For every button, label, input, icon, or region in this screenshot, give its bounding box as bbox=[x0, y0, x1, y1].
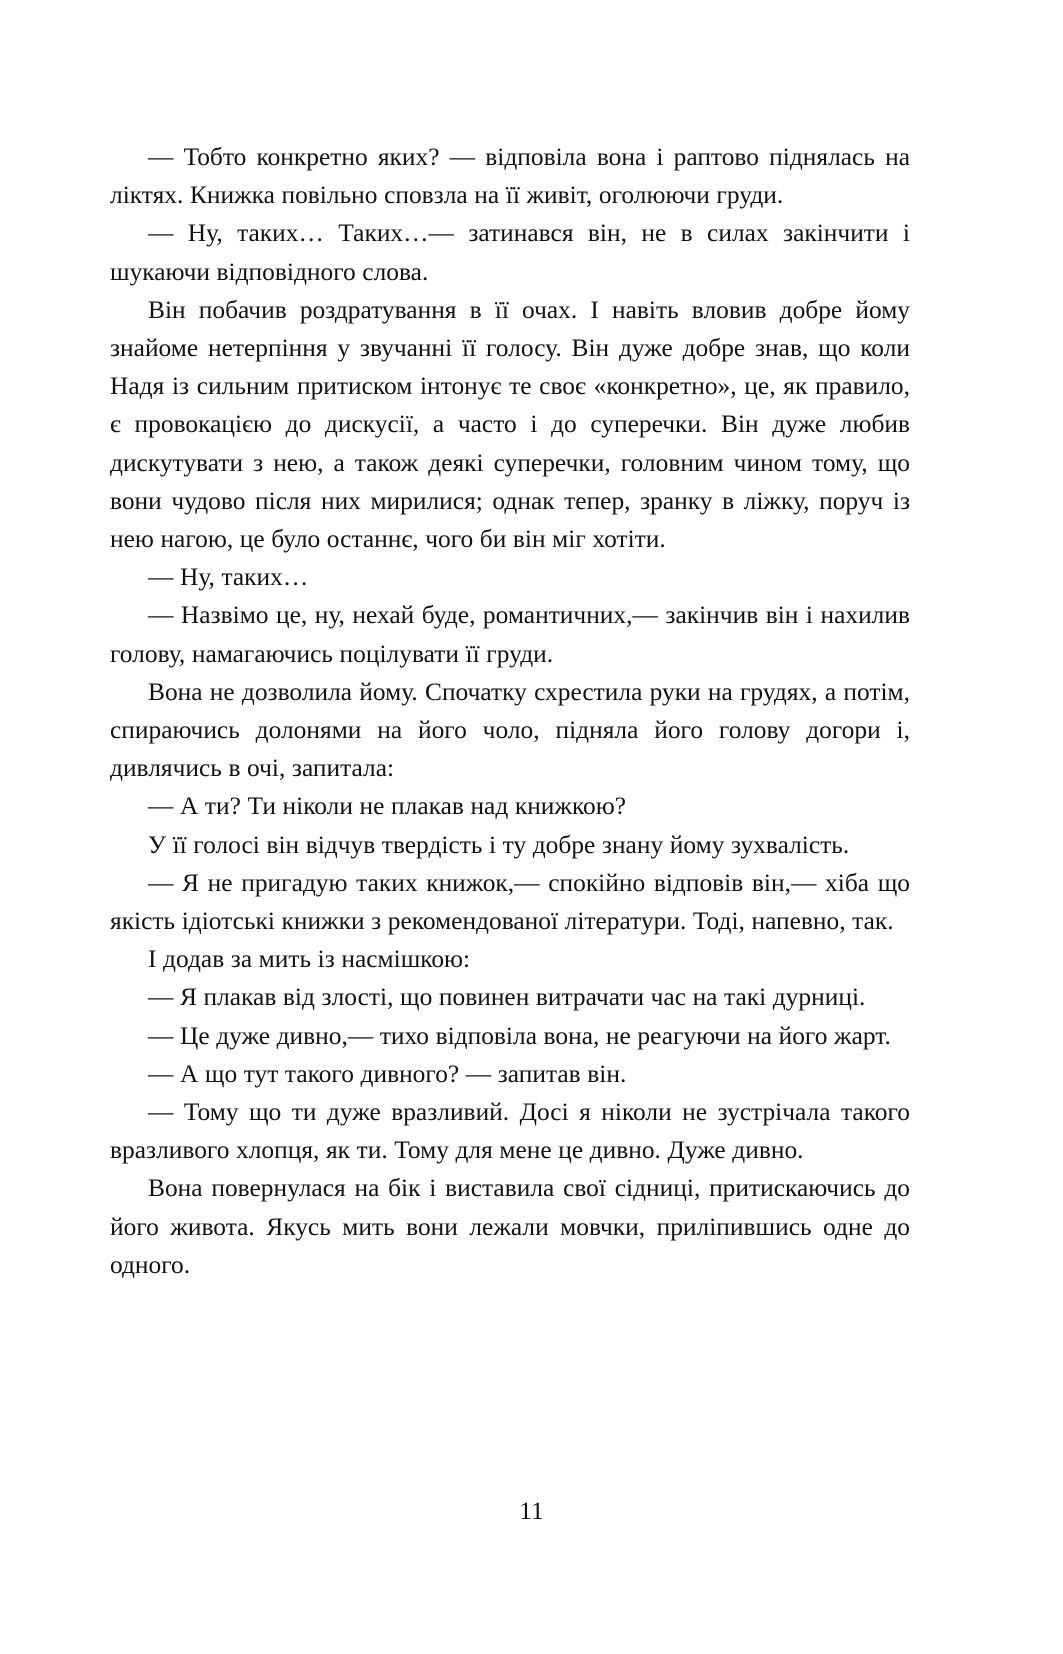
paragraph: — Я не пригадую таких книжок,— спокійно відповів він,— хіба що якість ідіотські книжки з рекомендованої літератури. Тоді, напевно, так. bbox=[110, 868, 910, 936]
paragraph: Вона не дозволила йому. Спочатку схрестила руки на грудях, а потім, спираючись долонями на його чоло, підняла його голову догори і, дивлячись в очі, запитала: bbox=[110, 677, 910, 783]
paragraph: — Тому що ти дуже вразливий. Досі я ніколи не зустрічала такого вразливого хлопця, як ти. Тому для мене це дивно. Дуже дивно. bbox=[110, 1098, 910, 1165]
paragraph: — Тобто конкретно яких? — відповіла вона і раптово піднялась на ліктях. Книжка повільно сповзла на її живіт, оголюючи груди. bbox=[110, 143, 910, 210]
page-number: 11 bbox=[519, 1497, 544, 1525]
paragraph: І додав за мить із насмішкою: bbox=[148, 945, 471, 974]
paragraph: — Ну, таких… bbox=[148, 563, 309, 592]
paragraph: — Назвімо це, ну, нехай буде, романтичних,— закінчив він і нахилив голову, намагаючись поцілувати її груди. bbox=[110, 601, 910, 668]
paragraph: У її голосі він відчув твердість і ту добре знану йому зухвалість. bbox=[148, 830, 850, 859]
paragraph: — Це дуже дивно,— тихо відповіла вона, не реагуючи на його жарт. bbox=[148, 1021, 891, 1050]
paragraph: Вона повернулася на бік і виставила свої сідниці, притискаючись до його живота. Якусь мить вони лежали мовчки, приліпившись одне до одного. bbox=[110, 1174, 910, 1279]
body-text bbox=[110, 138, 910, 1284]
paragraph: — Ну, таких… Таких…— затинався він, не в силах закінчити і шукаючи відповідного слова. bbox=[110, 219, 910, 286]
paragraph: Він побачив роздратування в її очах. І навіть вловив добре йому знайоме нетерпіння у звучанні її голосу. Він дуже добре знав, що коли Надя із сильним притиском інтонує те своє «конкретно», це, як правило, є провокацією до дискусії, а часто і до суперечки. Він дуже любив дискутувати з нею, а також деякі суперечки, головним чином тому, що вони чудово після них мирилися; однак тепер, зранку в ліжку, поруч із нею нагою, це було останнє, чого би він міг хотіти. bbox=[110, 295, 910, 554]
paragraph: — Я плакав від злості, що повинен витрачати час на такі дурниці. bbox=[148, 983, 866, 1012]
paragraph: — А що тут такого дивного? — запитав він. bbox=[148, 1059, 627, 1088]
paragraph: — А ти? Ти ніколи не плакав над книжкою? bbox=[148, 792, 627, 821]
